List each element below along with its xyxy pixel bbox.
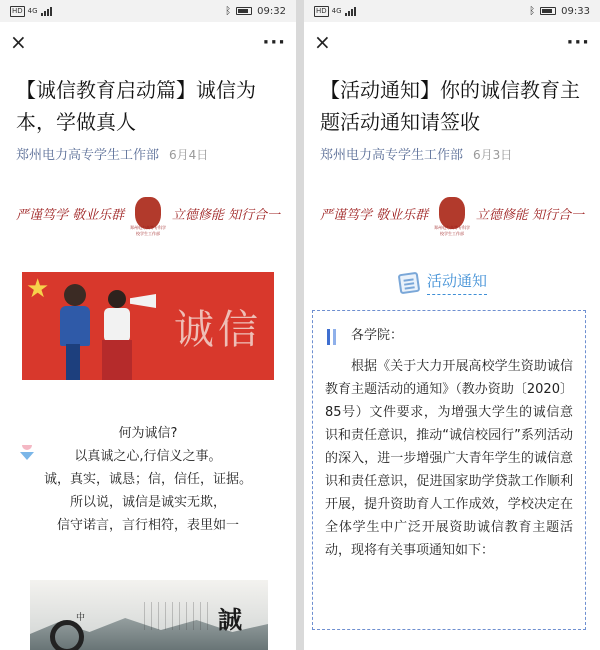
more-options-icon[interactable]: ··· [262,31,286,53]
star-icon: ★ [26,274,50,304]
creed-line: 信守诺言，言行相符，表里如一 [56,518,239,533]
author-link[interactable]: 郑州电力高专学生工作部 [16,148,160,163]
quote-bars-icon [327,329,336,345]
bluetooth-icon: ᛒ [225,5,232,17]
signal-icon [345,7,356,16]
publish-date: 6月4日 [169,148,209,162]
nav-bar [304,22,600,62]
painting-small-text: 中 [76,613,86,623]
school-motto-banner [16,193,280,236]
network-label: 4G [27,7,38,15]
notice-greeting: 各学院： [351,328,404,343]
author-link[interactable]: 郑州电力高专学生工作部 [320,148,464,163]
article-title: 【诚信教育启动篇】诚信为本，学做真人 [16,78,256,134]
ink-painting-image [30,580,268,650]
creed-line: 所以说，诚信是诚实无欺， [69,495,226,510]
hd-badge: HD [316,6,327,15]
status-bar [0,0,296,22]
nav-bar [0,22,296,62]
publish-date: 6月3日 [473,148,513,162]
clock: 09:32 [257,5,286,17]
school-seal-icon [130,197,166,236]
close-icon[interactable]: × [10,30,27,54]
status-bar [304,0,600,22]
more-options-icon[interactable]: ··· [566,31,590,53]
integrity-poster-image [22,272,274,380]
clock: 09:33 [561,5,590,17]
seal-caption: 郑州电力高等专科学校学生工作部 [130,225,166,236]
seal-caption: 郑州电力高等专科学校学生工作部 [434,225,470,236]
notice-heading [399,270,487,295]
network-label: 4G [331,7,342,15]
school-motto-banner [320,193,584,236]
motto-right: 立德修能 知行合一 [171,207,280,223]
motto-right: 立德修能 知行合一 [475,207,584,223]
creed-line: 诚，真实，诚恳；信，信任，证据。 [43,472,252,487]
motto-left: 严谨笃学 敬业乐群 [16,207,125,223]
notice-card [312,310,586,630]
document-icon [398,271,421,294]
creed-line: 何为诚信? [118,426,178,441]
notice-body: 根据《关于大力开展高校学生资助诚信教育主题活动的通知》（教办资助〔2020〕85号）文件要求，为增强大学生的诚信意识和责任意识，推动“诚信校园行”系列活动的深入，进一步增强广大青年学生的诚信意识和责任意识，促进国家助学贷款工作顺利开展，提升资助育人工作成效，学校决定在全体学生中广泛开展资助诚信教育主题活动，现将有关事项通知如下： [325,359,573,558]
creed-line: 以真诚之心,行信义之事。 [74,449,222,464]
close-icon[interactable]: × [314,30,331,54]
signal-icon [41,7,52,16]
poster-text: 诚信 [174,307,262,353]
notice-title: 活动通知 [427,270,487,295]
painting-calligraphy: 誠 [218,605,242,634]
battery-icon [540,7,556,15]
article-title: 【活动通知】你的诚信教育主题活动通知请签收 [320,78,580,134]
integrity-definition [16,422,280,537]
article-screen-left [0,0,296,650]
megaphone-icon [130,294,156,308]
battery-icon [236,7,252,15]
bluetooth-icon: ᛒ [529,5,536,17]
article-screen-right [304,0,600,650]
motto-left: 严谨笃学 敬业乐群 [320,207,429,223]
hd-badge: HD [12,6,23,15]
school-seal-icon [434,197,470,236]
